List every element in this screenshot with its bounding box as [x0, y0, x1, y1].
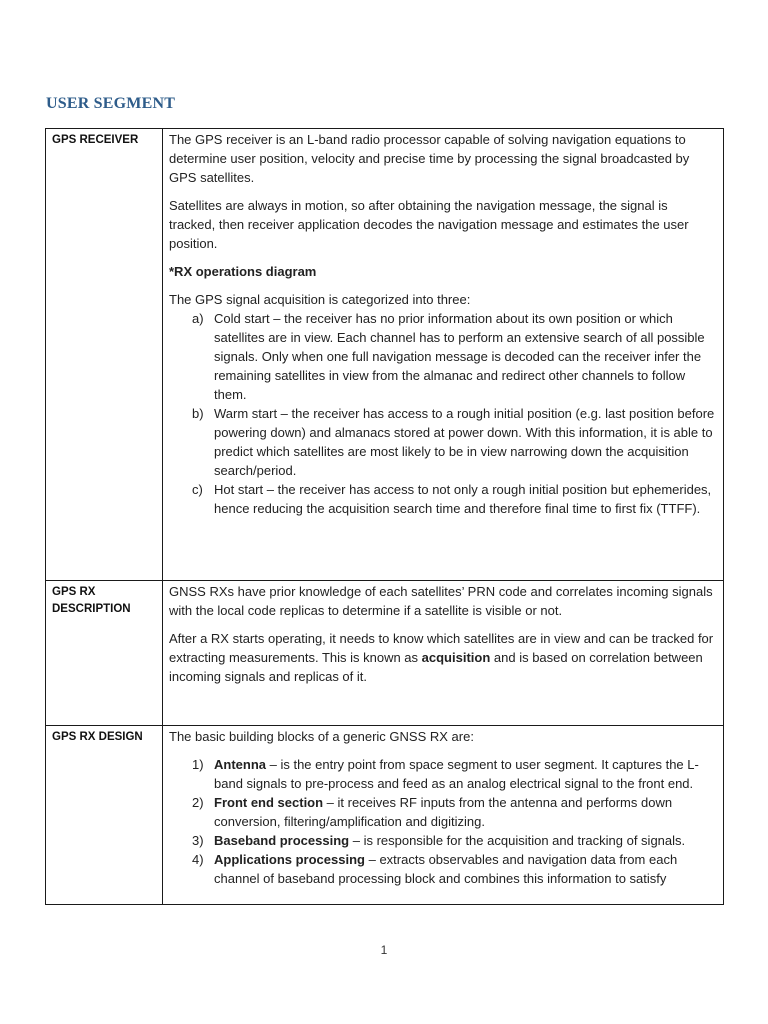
list-item: [169, 793, 717, 831]
section-heading: USER SEGMENT: [46, 95, 176, 112]
paragraph: GNSS RXs have prior knowledge of each satellites’ PRN code and correlates incoming signals with the local code replicas to determine if a satellite is visible or not.: [169, 584, 713, 618]
list-marker: 2): [192, 795, 204, 810]
paragraph: [169, 629, 717, 686]
list-marker: b): [192, 406, 204, 421]
list-item-text: – is the entry point from space segment to user segment. It captures the L-band signals to pre-process and feed as an analog electrical signal to the front end.: [214, 757, 699, 791]
list-item-text: Warm start – the receiver has access to a rough initial position (e.g. last position before powering down) and almanacs stored at power down. With this information, it is able to predict which satellites are most likely to be in view narrowing down the acquisition search/period.: [214, 406, 715, 478]
paragraph: The basic building blocks of a generic GNSS RX are:: [169, 729, 474, 744]
list-item: [169, 404, 717, 480]
acquisition-term: acquisition: [421, 650, 491, 665]
table-row: [46, 726, 724, 905]
acquisition-list: [169, 309, 717, 518]
paragraph: The GPS signal acquisition is categorized into three:: [169, 292, 471, 307]
list-item-text: Cold start – the receiver has no prior information about its own position or which satellites are in view. Each channel has to perform an extensive search of all possible signals. Only when one full navigation message is decoded can the receiver infer the remaining satellites in view from the almanac and redirect other channels to follow them.: [214, 311, 705, 402]
list-marker: a): [192, 311, 204, 326]
table-row: [46, 129, 724, 581]
list-item-text: – is responsible for the acquisition and tracking of signals.: [349, 833, 686, 848]
list-marker: 1): [192, 757, 204, 772]
list-item-term: Antenna: [214, 757, 266, 772]
row-content-gps-rx-design: [163, 726, 724, 905]
list-item: [169, 309, 717, 404]
table-row: [46, 581, 724, 726]
row-content-gps-rx-description: [163, 581, 724, 726]
diagram-note: *RX operations diagram: [169, 264, 317, 279]
list-item-term: Applications processing: [214, 852, 365, 867]
list-item-text: – extracts observables and navigation data from each channel of baseband processing block and combines this information to satisfy: [214, 852, 678, 886]
paragraph: The GPS receiver is an L-band radio processor capable of solving navigation equations to determine user position, velocity and precise time by processing the signal broadcasted by GPS satellites.: [169, 132, 690, 185]
list-item-term: Baseband processing: [214, 833, 350, 848]
row-content-gps-receiver: [163, 129, 724, 581]
row-label-gps-receiver: GPS RECEIVER: [46, 129, 163, 581]
list-item: [169, 831, 717, 850]
row-label-gps-rx-description: GPS RX DESCRIPTION: [46, 581, 163, 726]
list-marker: 4): [192, 852, 204, 867]
paragraph: Satellites are always in motion, so after obtaining the navigation message, the signal is tracked, then receiver application decodes the navigation message and estimates the user position.: [169, 198, 689, 251]
paragraph-text: and is based on correlation between incoming signals and replicas of it.: [169, 650, 703, 684]
list-item-term: Front end section: [214, 795, 324, 810]
row-label-gps-rx-design: GPS RX DESIGN: [46, 726, 163, 905]
user-segment-table: [45, 128, 724, 905]
list-marker: 3): [192, 833, 204, 848]
list-item-text: Hot start – the receiver has access to not only a rough initial position but ephemerides, hence reducing the acquisition search time and therefore final time to first fix (TTFF).: [214, 482, 712, 516]
list-marker: c): [192, 482, 203, 497]
list-item-text: – it receives RF inputs from the antenna and performs down conversion, filtering/amplification and digitizing.: [214, 795, 673, 829]
paragraph-text: After a RX starts operating, it needs to know which satellites are in view and can be tracked for extracting measurements. This is known as: [169, 631, 714, 665]
page-number: 1: [380, 943, 388, 957]
building-blocks-list: [169, 755, 717, 888]
list-item: [169, 755, 717, 793]
list-item: [169, 850, 717, 888]
list-item: [169, 480, 717, 518]
